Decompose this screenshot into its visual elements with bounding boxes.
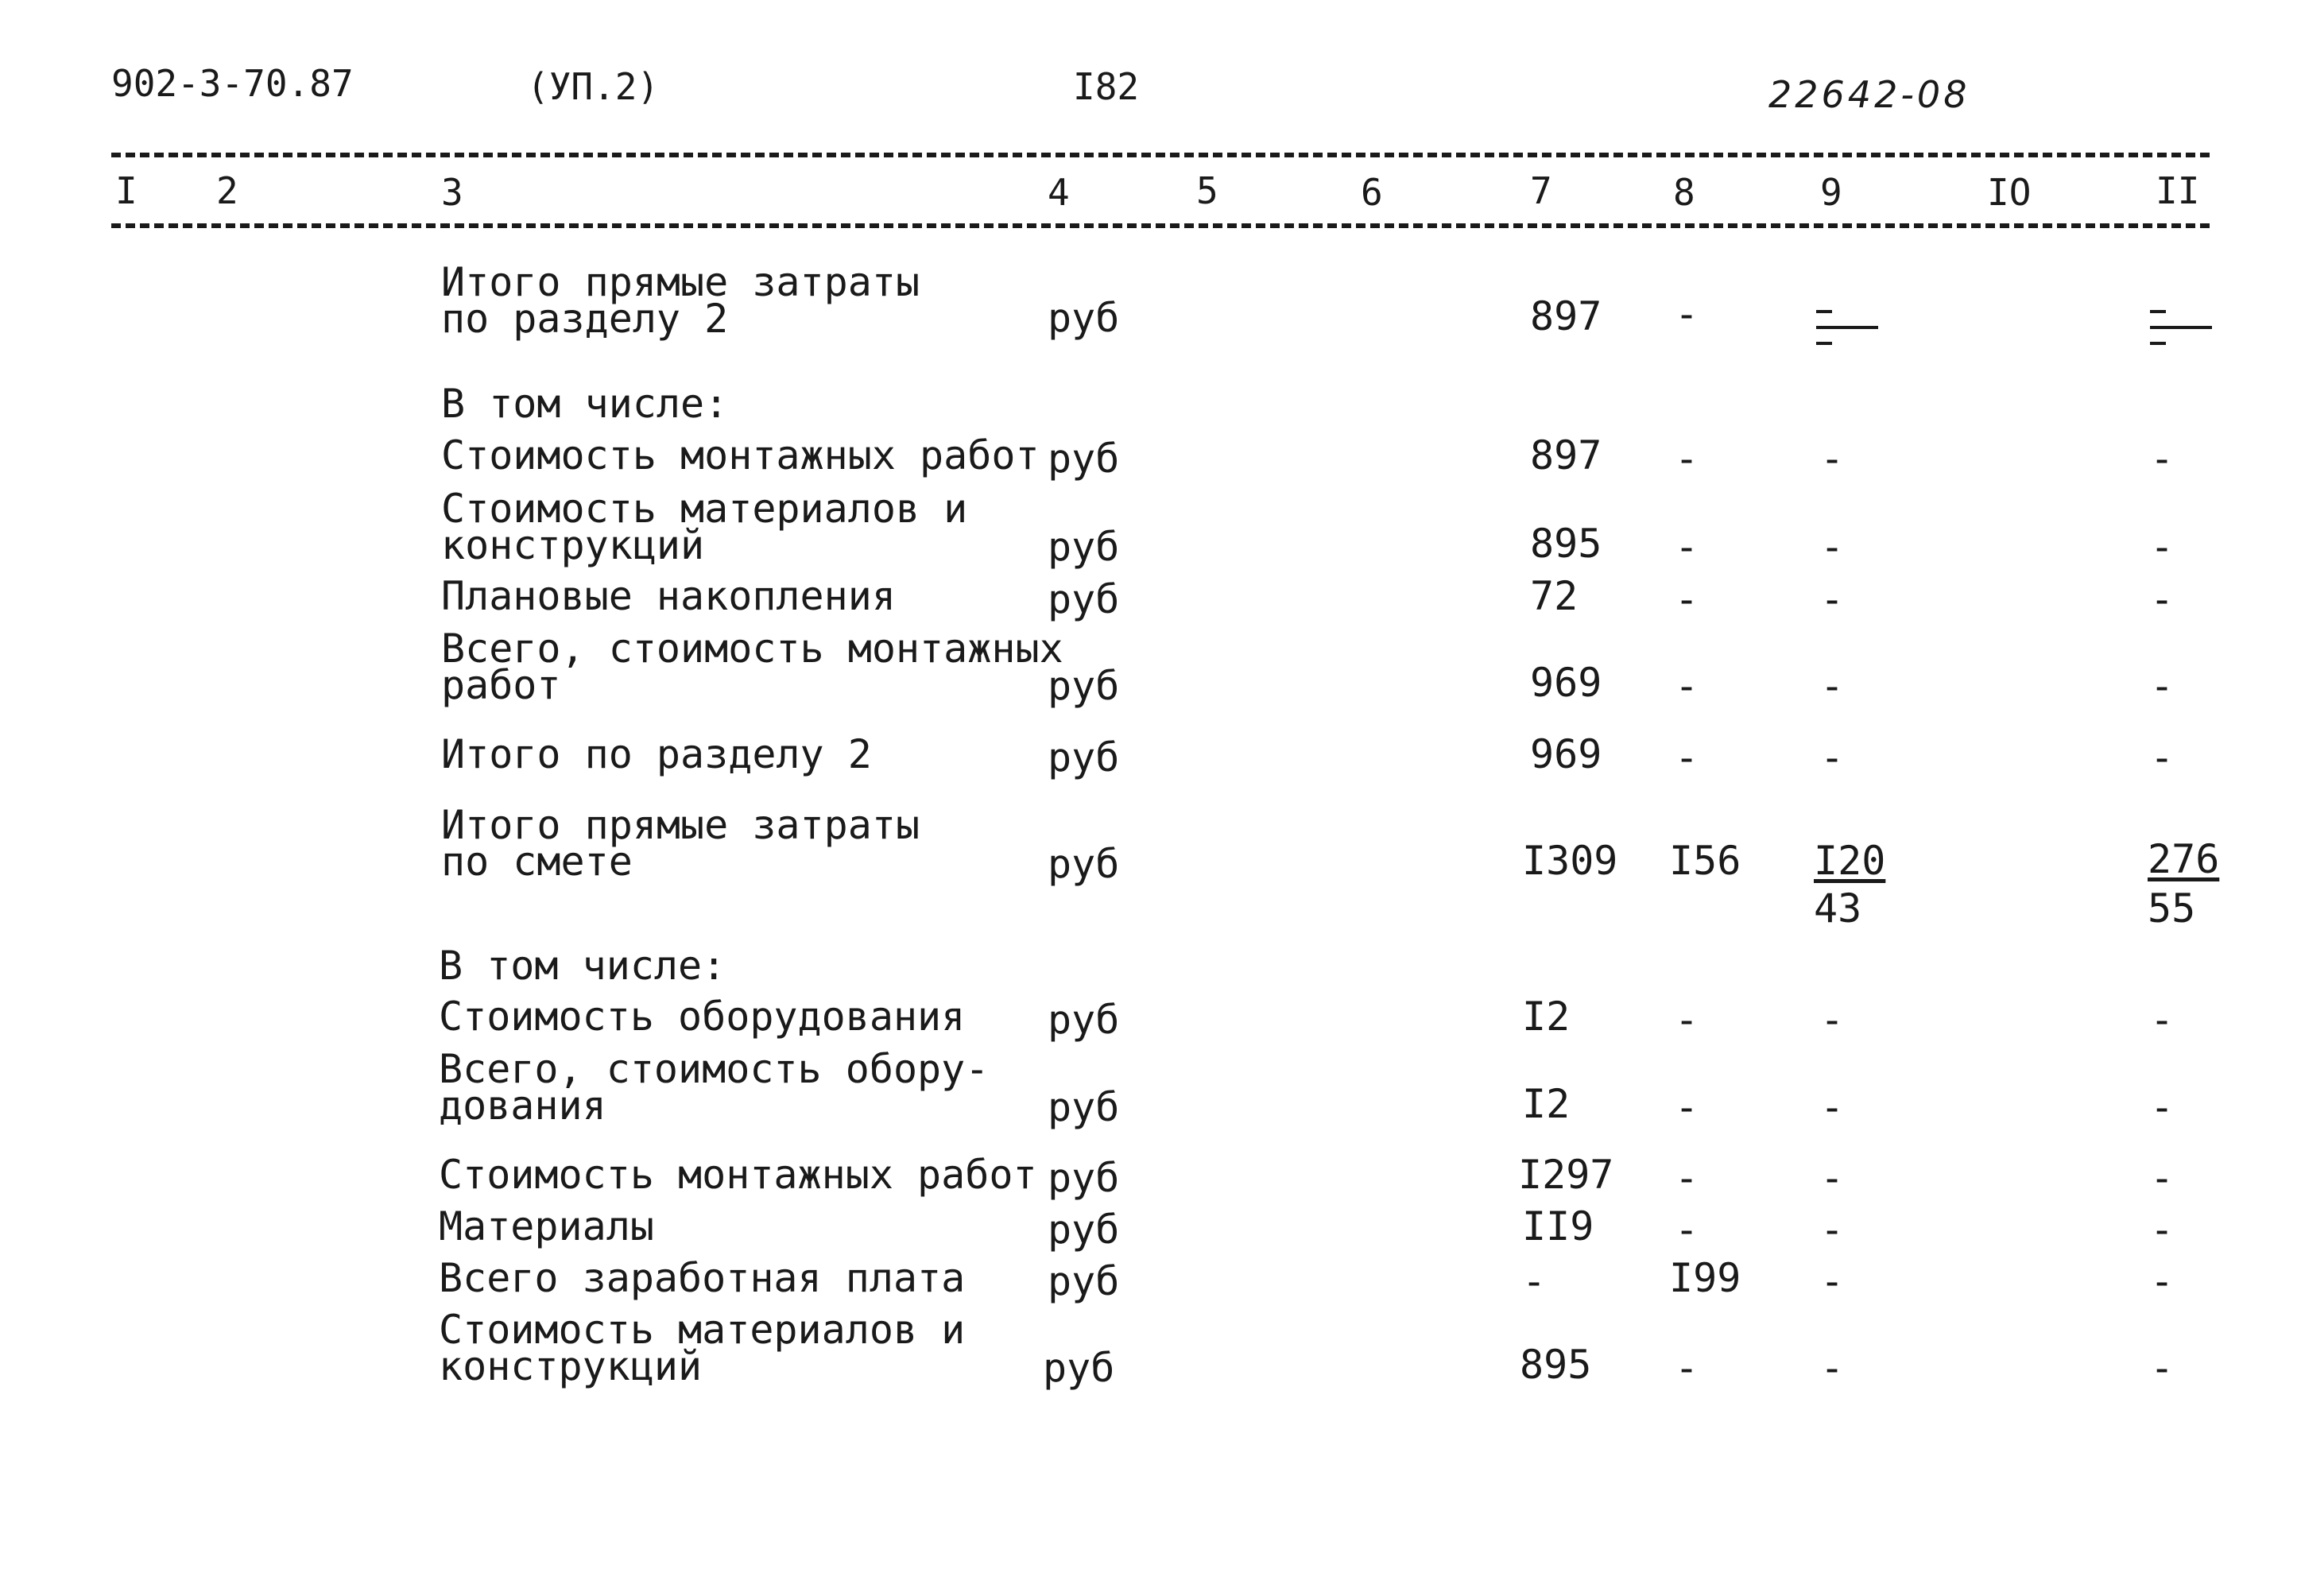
column-header-7: 7: [1530, 169, 1552, 212]
row-col8: -: [1675, 436, 1699, 482]
row-col8: I56: [1669, 838, 1741, 884]
column-header-6: 6: [1361, 171, 1383, 214]
row-col7: 969: [1530, 660, 1602, 706]
row-col8: -: [1675, 1155, 1699, 1201]
document-number: 22642-08: [1768, 73, 1970, 116]
row-unit: руб: [1048, 524, 1120, 570]
document-code: 902-3-70.87: [111, 62, 354, 105]
row-col7: I309: [1522, 838, 1618, 884]
row-col8: -: [1675, 663, 1699, 709]
row-col9: -: [1820, 1258, 1845, 1304]
row-label: Всего, стоимость обору- дования: [439, 1046, 990, 1129]
row-label: Итого по разделу 2: [441, 731, 872, 777]
page-number: I82: [1073, 65, 1140, 108]
struck-dash-mark-col11: [2150, 310, 2214, 358]
row-col11: -: [2150, 524, 2175, 570]
row-unit: руб: [1048, 576, 1120, 622]
row-label: Плановые накопления: [441, 573, 896, 619]
row-col11-denominator: 55: [2148, 885, 2196, 932]
column-header-1: I: [115, 169, 138, 212]
row-unit: руб: [1048, 1084, 1120, 1130]
row-label: Всего заработная плата: [439, 1255, 966, 1301]
row-label: Стоимость материалов и конструкций: [439, 1307, 966, 1389]
column-header-4: 4: [1048, 171, 1070, 214]
row-col9: -: [1820, 997, 1845, 1043]
row-unit: руб: [1048, 997, 1120, 1043]
row-col8: -: [1675, 734, 1699, 781]
row-label: Стоимость оборудования: [439, 994, 966, 1040]
column-header-9: 9: [1820, 171, 1842, 214]
row-col8: -: [1675, 524, 1699, 570]
row-unit: руб: [1048, 436, 1120, 482]
row-col8: I99: [1669, 1255, 1741, 1301]
struck-dash-mark-col9: [1816, 310, 1880, 358]
row-col7: 969: [1530, 731, 1602, 777]
row-unit: руб: [1048, 734, 1120, 781]
row-col9: -: [1820, 1345, 1845, 1391]
row-col11: -: [2150, 1155, 2175, 1201]
row-col11: -: [2150, 734, 2175, 781]
row-unit: руб: [1048, 1207, 1120, 1253]
row-label: Итого прямые затраты по смете: [441, 802, 920, 885]
row-label: Стоимость монтажных работ: [441, 432, 1040, 478]
column-header-11: II: [2156, 169, 2200, 212]
row-unit: руб: [1048, 1155, 1120, 1201]
row-col11: -: [2150, 576, 2175, 622]
row-label: В том числе:: [441, 381, 729, 427]
row-col7: -: [1522, 1258, 1547, 1304]
row-label: Материалы: [439, 1203, 654, 1249]
column-header-8: 8: [1673, 171, 1695, 214]
row-col11: -: [2150, 997, 2175, 1043]
row-col7: 897: [1530, 293, 1602, 339]
row-col8: -: [1675, 1345, 1699, 1391]
row-col11: -: [2150, 436, 2175, 482]
header-bottom-rule: [111, 223, 2210, 228]
row-label: В том числе:: [439, 943, 726, 989]
row-col11: -: [2150, 1345, 2175, 1391]
row-col11-numerator: 276: [2148, 836, 2220, 882]
column-header-3: 3: [441, 171, 463, 214]
row-col8: -: [1675, 1207, 1699, 1253]
column-header-5: 5: [1196, 169, 1218, 212]
row-unit: руб: [1048, 841, 1120, 887]
row-col9: -: [1820, 1207, 1845, 1253]
row-col11: -: [2150, 663, 2175, 709]
row-col8: -: [1675, 291, 1699, 337]
row-col7: I2: [1522, 1081, 1571, 1127]
row-unit: руб: [1043, 1345, 1115, 1391]
row-col9: -: [1820, 1155, 1845, 1201]
row-col9: -: [1820, 1084, 1845, 1130]
row-col9-numerator: I20: [1814, 838, 1886, 884]
row-col11: -: [2150, 1084, 2175, 1130]
row-col11: -: [2150, 1258, 2175, 1304]
row-col11: -: [2150, 1207, 2175, 1253]
row-label: Всего, стоимость монтажных работ: [441, 626, 1063, 708]
row-col9: -: [1820, 524, 1845, 570]
row-col7: 72: [1530, 573, 1579, 619]
album-reference: (УП.2): [527, 65, 660, 108]
row-col9: -: [1820, 436, 1845, 482]
row-unit: руб: [1048, 663, 1120, 709]
header-top-rule: [111, 153, 2210, 157]
row-col8: -: [1675, 1084, 1699, 1130]
row-col7: 895: [1520, 1342, 1592, 1388]
row-unit: руб: [1048, 1258, 1120, 1304]
row-col7: II9: [1522, 1203, 1594, 1249]
row-label: Стоимость монтажных работ: [439, 1152, 1037, 1198]
row-col7: I297: [1518, 1152, 1614, 1198]
column-header-10: IO: [1987, 171, 2032, 214]
row-col9: -: [1820, 576, 1845, 622]
row-col7: 897: [1530, 432, 1602, 478]
row-col9: -: [1820, 663, 1845, 709]
row-col7: I2: [1522, 994, 1571, 1040]
row-label: Стоимость материалов и конструкций: [441, 486, 968, 568]
row-col9: -: [1820, 734, 1845, 781]
column-header-2: 2: [216, 169, 238, 212]
row-unit: руб: [1048, 295, 1120, 341]
row-col8: -: [1675, 576, 1699, 622]
row-label: Итого прямые затраты по разделу 2: [441, 259, 920, 342]
row-col8: -: [1675, 997, 1699, 1043]
row-col9-denominator: 43: [1814, 885, 1862, 932]
row-col7: 895: [1530, 521, 1602, 567]
